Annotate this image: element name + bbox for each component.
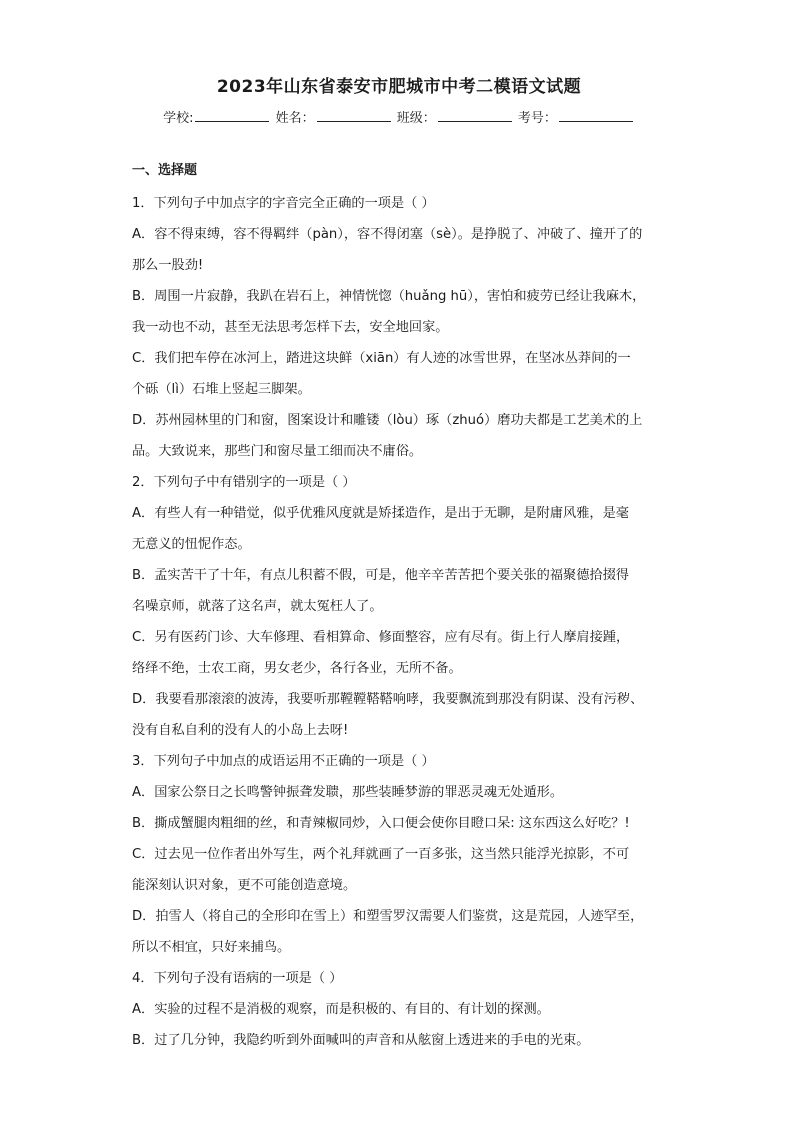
- text-line: 4．下列句子没有语病的一项是（ ）: [132, 971, 343, 986]
- text-line: 品。大致说来，那些门和窗尽量工细而决不庸俗。: [132, 444, 423, 459]
- text-line: 无意义的忸怩作态。: [132, 537, 251, 552]
- page-title: 2023年山东省泰安市肥城市中考二模语文试题: [216, 77, 582, 97]
- school-label: 学校:: [163, 111, 194, 126]
- text-line: B．撕成蟹腿肉粗细的丝，和青辣椒同炒，入口便会使你目瞪口呆: 这东西这么好吃？!: [132, 816, 630, 831]
- text-line: A．有些人有一种错觉，似乎优雅风度就是矫揉造作，是出于无聊，是附庸风雅，是毫: [132, 506, 629, 521]
- number-blank[interactable]: [559, 109, 633, 122]
- text-line: 所以不相宜，只好来捕鸟。: [132, 940, 291, 955]
- text-line: B．过了几分钟，我隐约听到外面喊叫的声音和从舷窗上透进来的手电的光束。: [132, 1033, 590, 1048]
- student-info-row: [132, 107, 666, 126]
- text-line: A．容不得束缚，容不得羁绊（pàn），容不得闭塞（sè）。是挣脱了、冲破了、撞开了的: [132, 227, 643, 242]
- text-line: 没有自私自利的没有人的小岛上去呀!: [132, 723, 349, 738]
- text-line: 名噪京师，就落了这名声，就太冤枉人了。: [132, 599, 383, 614]
- text-line: 络绎不绝，士农工商，男女老少，各行各业，无所不备。: [132, 661, 462, 676]
- text-line: 我一动也不动，甚至无法思考怎样下去，安全地回家。: [132, 320, 449, 335]
- text-line: 1．下列句子中加点字的字音完全正确的一项是（ ）: [132, 196, 435, 211]
- class-label: 班级：: [396, 111, 436, 126]
- text-line: 3．下列句子中加点的成语运用不正确的一项是（ ）: [132, 754, 435, 769]
- text-line: D．苏州园林里的门和窗，图案设计和雕镂（lòu）琢（zhuó）磨功夫都是工艺美术的上: [132, 413, 643, 428]
- text-line: B．孟实苦干了十年，有点儿积蓄不假，可是，他辛辛苦苦把个要关张的福聚德拾掇得: [132, 568, 629, 583]
- text-line: C．另有医药门诊、大车修理、看相算命、修面整容，应有尽有。街上行人摩肩接踵，: [132, 630, 630, 645]
- text-line: 2．下列句子中有错别字的一项是（ ）: [132, 475, 356, 490]
- question-body: [132, 188, 666, 1056]
- text-line: B．周围一片寂静，我趴在岩石上，神情恍惚（huǎng hū），害怕和疲劳已经让我麻木，: [132, 289, 646, 304]
- name-blank[interactable]: [317, 109, 391, 122]
- text-line: 能深刻认识对象，更不可能创造意境。: [132, 878, 357, 893]
- text-line: A．国家公祭日之长鸣警钟振聋发聩，那些装睡梦游的罪恶灵魂无处遁形。: [132, 785, 564, 800]
- name-label: 姓名：: [275, 111, 315, 126]
- class-blank[interactable]: [438, 109, 512, 122]
- school-blank[interactable]: [195, 109, 269, 122]
- text-line: D．拍雪人（将自己的全形印在雪上）和塑雪罗汉需要人们鉴赏，这是荒园，人迹罕至，: [132, 909, 644, 924]
- text-line: 那么一股劲!: [132, 258, 204, 273]
- text-line: C．我们把车停在冰河上，踏进这块鲜（xiān）有人迹的冰雪世界，在坚冰丛莽间的一: [132, 351, 631, 366]
- text-line: C．过去见一位作者出外写生，两个礼拜就画了一百多张，这当然只能浮光掠影，不可: [132, 847, 630, 862]
- section-heading: 一、选择题: [132, 163, 198, 178]
- text-line: 个砾（lì）石堆上竖起三脚架。: [132, 382, 311, 397]
- number-label: 考号：: [517, 111, 557, 126]
- text-line: D．我要看那滚滚的波涛，我要听那鞺鞺鞳鞳响哮，我要飘流到那没有阴谋、没有污秽、: [132, 692, 644, 707]
- text-line: A．实验的过程不是消极的观察，而是积极的、有目的、有计划的探测。: [132, 1002, 550, 1017]
